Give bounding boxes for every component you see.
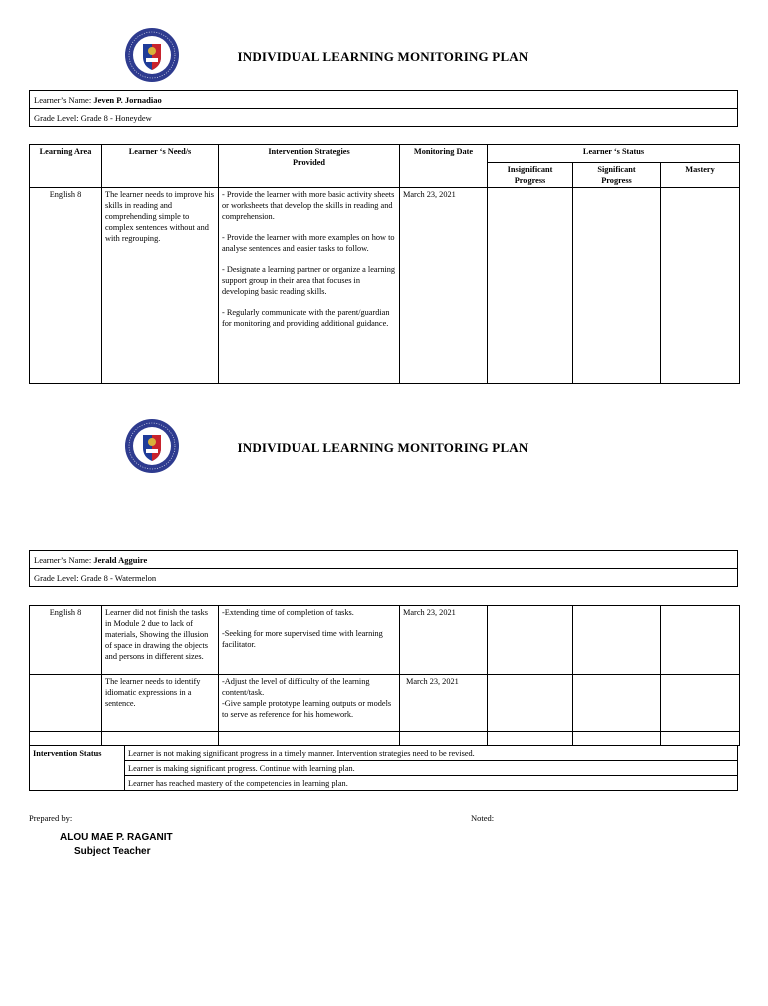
cell-insignificant <box>488 606 573 675</box>
cell-strategies <box>219 188 400 384</box>
strategy-item: - Regularly communicate with the parent/guardian for monitoring and providing additional guidance. <box>222 308 390 328</box>
learner-name-value: Jeven P. Jornadiao <box>93 94 162 105</box>
cell-mastery <box>661 606 740 675</box>
grade-level-cell: Grade Level: Grade 8 - Honeydew <box>30 109 738 127</box>
learner-info-table <box>29 90 738 127</box>
cell-significant <box>573 188 661 384</box>
intervention-status-label: Intervention Status <box>30 746 125 791</box>
status-mastery-desc: Learner has reached mastery of the competencies in learning plan. <box>125 776 738 791</box>
learner-info-table <box>29 550 738 587</box>
learner-name-label: Learner’s Name: <box>34 554 94 565</box>
page-title: INDIVIDUAL LEARNING MONITORING PLAN <box>237 440 529 455</box>
learner-name-cell <box>30 91 738 109</box>
cell-learning-area: English 8 <box>30 606 102 675</box>
cell-learner-needs: The learner needs to improve his skills in reading and comprehending simple to complex sentences without and with regrouping. <box>102 188 219 384</box>
prepared-by-label: Prepared by: <box>29 813 73 823</box>
cell-significant <box>573 606 661 675</box>
empty-cell <box>488 732 573 746</box>
empty-cell <box>30 732 102 746</box>
cell-learning-area <box>30 675 102 732</box>
cell-monitoring-date: March 23, 2021 <box>400 606 488 675</box>
cell-strategies <box>219 606 400 675</box>
teacher-name: ALOU MAE P. RAGANIT <box>60 832 173 843</box>
teacher-role: Subject Teacher <box>74 846 151 857</box>
monitoring-table <box>29 605 740 746</box>
header-mastery: Mastery <box>661 163 740 188</box>
strategy-item: - Provide the learner with more examples on how to analyse sentences and easier tasks to follow. <box>222 233 395 253</box>
header-insignificant-progress <box>488 163 573 188</box>
header-learner-needs: Learner ‘s Need/s <box>102 145 219 188</box>
header-monitoring-date: Monitoring Date <box>400 145 488 188</box>
cell-mastery <box>661 188 740 384</box>
header-sig-line1: Significant <box>597 165 636 174</box>
status-significant-desc: Learner is making significant progress. Continue with learning plan. <box>125 761 738 776</box>
cell-monitoring-date: March 23, 2021 <box>400 188 488 384</box>
strategy-item: - Designate a learning partner or organize a learning support group in their area that focuses in developing basic reading skills. <box>222 265 396 296</box>
strategy-item: -Extending time of completion of tasks. <box>222 608 354 617</box>
header-learning-area: Learning Area <box>30 145 102 188</box>
header-strategies-line2: Provided <box>292 158 326 167</box>
header-insig-line2: Progress <box>514 176 546 185</box>
empty-cell <box>219 732 400 746</box>
noted-label: Noted: <box>471 813 495 823</box>
empty-cell <box>573 732 661 746</box>
learner-name-value: Jerald Agguire <box>93 554 148 565</box>
header-insig-line1: Insignificant <box>507 165 553 174</box>
cell-insignificant <box>488 188 573 384</box>
strategy-item: -Seeking for more supervised time with learning facilitator. <box>222 629 383 649</box>
header-learner-status: Learner ‘s Status <box>488 145 740 163</box>
cell-learner-needs: Learner did not finish the tasks in Module 2 due to lack of materials, Showing the illusion of space in drawing the objects and persons in different sizes. <box>102 606 219 675</box>
grade-level-cell: Grade Level: Grade 8 - Watermelon <box>30 569 738 587</box>
status-insignificant-desc: Learner is not making significant progress in a timely manner. Intervention strategies need to be revised. <box>125 746 738 761</box>
cell-monitoring-date: March 23, 2021 <box>400 675 488 732</box>
intervention-status-table <box>29 745 738 791</box>
learner-name-cell <box>30 551 738 569</box>
empty-cell <box>102 732 219 746</box>
header-significant-progress <box>573 163 661 188</box>
cell-learner-needs: The learner needs to identify idiomatic expressions in a sentence. <box>102 675 219 732</box>
learner-name-label: Learner’s Name: <box>34 94 94 105</box>
empty-cell <box>661 732 740 746</box>
cell-mastery <box>661 675 740 732</box>
cell-strategies: -Adjust the level of difficulty of the learning content/task. -Give sample prototype learning outputs or models to serve as reference for his homework. <box>219 675 400 732</box>
header-sig-line2: Progress <box>601 176 632 185</box>
header-intervention-strategies <box>219 145 400 188</box>
cell-significant <box>573 675 661 732</box>
cell-insignificant <box>488 675 573 732</box>
strategy-item: - Provide the learner with more basic activity sheets or worksheets that develop the skills in reading and comprehension. <box>222 190 395 221</box>
header-strategies-line1: Intervention Strategies <box>268 147 350 156</box>
empty-cell <box>400 732 488 746</box>
cell-learning-area: English 8 <box>30 188 102 384</box>
page-title: INDIVIDUAL LEARNING MONITORING PLAN <box>237 49 529 64</box>
monitoring-table <box>29 144 740 384</box>
